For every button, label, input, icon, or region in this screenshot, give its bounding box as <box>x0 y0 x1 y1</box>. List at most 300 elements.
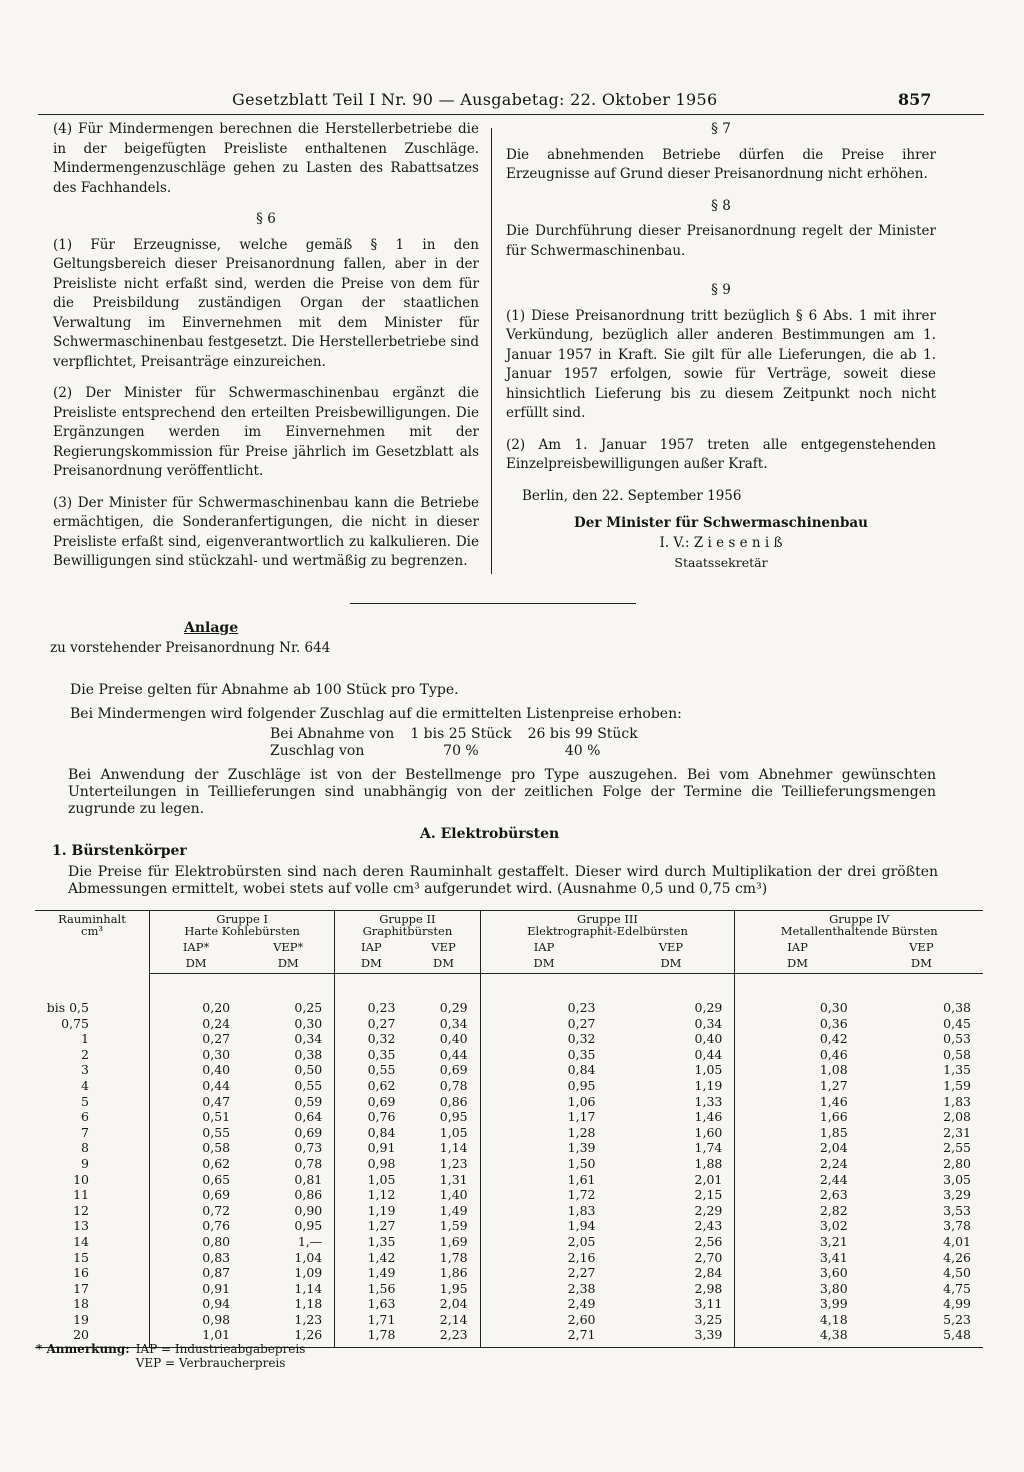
section-8-heading: § 8 <box>711 197 731 214</box>
table-row <box>35 1078 983 1094</box>
price-cell: 2,24 <box>819 1155 848 1171</box>
table-row <box>35 1125 983 1141</box>
price-cell: 3,41 <box>819 1249 848 1265</box>
table-row <box>35 1094 983 1110</box>
price-cell: 0,20 <box>202 1000 231 1015</box>
price-cell: 0,25 <box>242 974 335 1016</box>
subsection-1-heading: 1. Bürstenkörper <box>52 843 187 859</box>
price-cell: 2,16 <box>567 1249 596 1265</box>
price-cell: 0,27 <box>367 1015 396 1031</box>
price-cell: 1,49 <box>407 1203 480 1219</box>
price-cell: 0,44 <box>608 1047 735 1063</box>
price-cell: 5,23 <box>943 1311 971 1327</box>
price-cell: 0,30 <box>242 1016 335 1032</box>
price-cell: 0,78 <box>242 1156 335 1172</box>
paragraph-6-3: (3) Der Minister für Schwermaschinenbau kann die Betriebe ermächtigen, die Sonderanfertigungen, die nicht in dieser Preisliste erfaßt sind, eigenverantwortlich zu kalkulieren. Die Bewilligungen sind stückzahl- und wertmäßig zu begrenzen. <box>53 494 479 569</box>
volume-cell: 7 <box>35 1125 150 1141</box>
price-cell: 3,05 <box>943 1171 971 1187</box>
price-cell: 2,82 <box>819 1202 848 1218</box>
price-cell: 0,29 <box>608 974 735 1016</box>
price-cell: 0,35 <box>367 1046 396 1062</box>
volume-cell: 10 <box>35 1172 150 1188</box>
price-cell: 2,27 <box>567 1265 596 1281</box>
price-cell: 2,56 <box>608 1234 735 1250</box>
price-cell: 4,01 <box>943 1233 971 1249</box>
table-row <box>35 1016 983 1032</box>
price-cell: 2,98 <box>608 1281 735 1297</box>
price-cell: 0,30 <box>819 1000 848 1015</box>
paragraph-5-4: (4) Für Mindermengen berechnen die Herstellerbetriebe die in der beigefügten Preisliste enthaltenen Zuschläge. Mindermengenzuschläge gehen zu Lasten des Rabattsatzes des Fachhandels. <box>53 121 479 196</box>
price-cell: 4,75 <box>943 1280 971 1296</box>
table-unit-row <box>35 955 983 974</box>
price-cell: 1,05 <box>407 1125 480 1141</box>
price-cell: 1,56 <box>367 1280 396 1296</box>
price-cell: 1,— <box>242 1234 335 1250</box>
header-unit: DM <box>335 955 408 974</box>
volume-cell: 9 <box>35 1156 150 1172</box>
table-row <box>35 1281 983 1297</box>
price-cell: 0,27 <box>202 1031 231 1047</box>
price-cell: 2,80 <box>943 1155 971 1171</box>
price-cell: 2,71 <box>480 1327 607 1347</box>
price-cell: 5,48 <box>860 1327 983 1347</box>
table-row <box>35 1156 983 1172</box>
price-cell: 0,80 <box>202 1233 231 1249</box>
price-cell: 1,14 <box>242 1281 335 1297</box>
price-cell: 0,69 <box>242 1125 335 1141</box>
header-group-4 <box>735 911 983 940</box>
price-cell: 0,69 <box>407 1062 480 1078</box>
volume-cell: 12 <box>35 1203 150 1219</box>
volume-cell: 6 <box>35 1109 150 1125</box>
price-cell: 0,36 <box>819 1015 848 1031</box>
group-desc: Graphitbürsten <box>362 924 453 938</box>
price-cell: 1,46 <box>819 1093 848 1109</box>
table-row <box>35 1172 983 1188</box>
anlage-subtitle: zu vorstehender Preisanordnung Nr. 644 <box>50 640 331 656</box>
footnote-line-2: VEP = Verbraucherpreis <box>135 1356 286 1370</box>
price-cell: 1,78 <box>335 1327 408 1347</box>
price-cell: 0,38 <box>943 1000 971 1015</box>
volume-cell: 0,75 <box>35 1016 150 1032</box>
table-row <box>35 1218 983 1234</box>
price-cell: 0,55 <box>202 1124 231 1140</box>
price-table <box>35 910 983 1348</box>
volume-cell: 15 <box>35 1250 150 1266</box>
volume-cell: 8 <box>35 1140 150 1156</box>
price-cell: 0,55 <box>242 1078 335 1094</box>
price-cell: 1,19 <box>608 1078 735 1094</box>
footnote-label: * Anmerkung: <box>36 1342 130 1356</box>
price-cell: 4,26 <box>943 1249 971 1265</box>
price-cell: 1,12 <box>367 1187 396 1203</box>
price-cell: 4,18 <box>819 1311 848 1327</box>
price-cell: 3,53 <box>943 1202 971 1218</box>
volume-cell: 3 <box>35 1062 150 1078</box>
volume-cell: 1 <box>35 1031 150 1047</box>
price-table-body <box>35 974 983 1348</box>
price-cell: 0,40 <box>608 1031 735 1047</box>
price-cell: 1,66 <box>819 1109 848 1125</box>
group-desc: Harte Kohlebürsten <box>184 924 300 938</box>
price-cell: 0,40 <box>407 1031 480 1047</box>
anlage-line-1: Die Preise gelten für Abnahme ab 100 Stück pro Type. <box>70 682 459 698</box>
header-volume-unit: cm³ <box>81 924 103 938</box>
price-cell: 1,72 <box>567 1187 596 1203</box>
price-cell: 0,32 <box>367 1031 396 1047</box>
header-vep: VEP* <box>242 939 335 955</box>
price-cell: 3,29 <box>943 1187 971 1203</box>
left-column <box>53 120 479 584</box>
schedule-cell: 1 bis 25 Stück <box>410 726 512 742</box>
section-7-heading: § 7 <box>711 121 731 137</box>
paragraph-9-1: (1) Diese Preisanordnung tritt bezüglich § 6 Abs. 1 mit ihrer Verkündung, bezüglich aller anderen Bestimmungen am 1. Januar 1957 in Kraft. Sie gilt für alle Lieferungen, die ab 1. Januar 1957 erfolgen, sowie für Verträge, soweit diese hinsichtlich Lieferung bis zu diesem Zeitpunkt noch nicht erfüllt sind. <box>506 307 936 421</box>
price-cell: 1,39 <box>567 1140 596 1156</box>
price-cell: 1,88 <box>608 1156 735 1172</box>
price-cell: 3,02 <box>819 1218 848 1234</box>
price-cell: 0,91 <box>367 1140 396 1156</box>
volume-cell: 11 <box>35 1187 150 1203</box>
header-rule <box>38 114 984 115</box>
price-cell: 0,34 <box>407 1016 480 1032</box>
price-cell: 2,70 <box>608 1250 735 1266</box>
price-cell: 0,84 <box>567 1062 596 1078</box>
header-unit: DM <box>150 955 243 974</box>
price-cell: 1,69 <box>407 1234 480 1250</box>
page-number: 857 <box>898 90 932 109</box>
price-cell: 1,05 <box>367 1171 396 1187</box>
price-cell: 1,35 <box>367 1233 396 1249</box>
section-9-heading: § 9 <box>711 282 731 298</box>
price-cell: 2,01 <box>608 1172 735 1188</box>
price-cell: 0,86 <box>407 1094 480 1110</box>
volume-cell: 18 <box>35 1296 150 1312</box>
surcharge-schedule <box>270 726 654 760</box>
paragraph-8: Die Durchführung dieser Preisanordnung regelt der Minister für Schwermaschinenbau. <box>506 223 936 259</box>
price-cell: 2,05 <box>567 1233 596 1249</box>
price-cell: 0,34 <box>608 1016 735 1032</box>
price-cell: 0,90 <box>242 1203 335 1219</box>
price-cell: 1,83 <box>567 1202 596 1218</box>
header-unit: DM <box>407 955 480 974</box>
header-unit: DM <box>735 955 860 974</box>
price-cell: 0,81 <box>242 1172 335 1188</box>
volume-cell: 14 <box>35 1234 150 1250</box>
price-cell: 3,25 <box>608 1312 735 1328</box>
page-header: Gesetzblatt Teil I Nr. 90 — Ausgabetag: 22. Oktober 1956 <box>232 90 718 109</box>
price-cell: 0,45 <box>943 1015 971 1031</box>
price-cell: 1,74 <box>608 1140 735 1156</box>
price-cell: 1,61 <box>567 1171 596 1187</box>
group-name: Gruppe I <box>216 912 269 926</box>
price-cell: 0,94 <box>202 1296 231 1312</box>
footnote-spacer <box>36 1356 136 1370</box>
anlage-title: Anlage <box>184 620 239 636</box>
price-cell: 0,55 <box>367 1062 396 1078</box>
table-intro: Die Preise für Elektrobürsten sind nach deren Rauminhalt gestaffelt. Dieser wird durch Multiplikation der drei größten Abmessungen ermittelt, wobei stets auf volle cm³ aufgerundet wird. (Ausnahme 0,5 und 0,75 cm³) <box>68 864 938 897</box>
paragraph-6-2: (2) Der Minister für Schwermaschinenbau ergänzt die Preisliste entsprechend den erteilten Preisbewilligungen. Die Ergänzungen werden im Einvernehmen mit der Regierungskommission für Preise jährlich im Gesetzblatt als Preisanordnung veröffentlicht. <box>53 385 479 479</box>
price-cell: 0,23 <box>567 1000 596 1015</box>
price-cell: 3,99 <box>819 1296 848 1312</box>
price-cell: 1,26 <box>242 1327 335 1347</box>
place-date: Berlin, den 22. September 1956 <box>522 487 742 504</box>
price-cell: 3,60 <box>819 1265 848 1281</box>
price-cell: 0,23 <box>367 1000 396 1015</box>
price-cell: 0,44 <box>407 1047 480 1063</box>
price-cell: 1,14 <box>407 1140 480 1156</box>
price-cell: 1,27 <box>367 1218 396 1234</box>
price-cell: 3,39 <box>608 1327 735 1347</box>
price-cell: 1,59 <box>407 1218 480 1234</box>
table-row <box>35 1140 983 1156</box>
price-cell: 0,76 <box>367 1109 396 1125</box>
footnote <box>36 1342 311 1370</box>
header-unit: DM <box>242 955 335 974</box>
price-cell: 1,40 <box>407 1187 480 1203</box>
price-cell: 1,31 <box>407 1172 480 1188</box>
price-cell: 0,42 <box>819 1031 848 1047</box>
price-cell: 2,63 <box>819 1187 848 1203</box>
price-cell: 0,24 <box>202 1015 231 1031</box>
table-row <box>35 1296 983 1312</box>
price-cell: 2,14 <box>407 1312 480 1328</box>
price-cell: 1,94 <box>567 1218 596 1234</box>
price-cell: 0,40 <box>202 1062 231 1078</box>
price-cell: 0,95 <box>567 1077 596 1093</box>
price-cell: 0,98 <box>367 1155 396 1171</box>
table-row <box>35 1250 983 1266</box>
group-desc: Elektrographit-Edelbürsten <box>527 924 688 938</box>
paragraph-6-1: (1) Für Erzeugnisse, welche gemäß § 1 in den Geltungsbereich dieser Preisanordnung fallen, aber in der Preisliste nicht erfaßt sind, werden die Preise von dem für die Preisbildung zuständigen Organ der staatlichen Verwaltung im Einvernehmen mit dem Minister für Schwermaschinenbau festgesetzt. Die Herstellerbetriebe sind verpflichtet, Preisanträge einzureichen. <box>53 236 479 370</box>
price-cell: 2,04 <box>407 1296 480 1312</box>
price-cell: 0,73 <box>242 1140 335 1156</box>
price-cell: 2,23 <box>407 1327 480 1347</box>
price-cell: 0,95 <box>407 1109 480 1125</box>
volume-cell: 2 <box>35 1047 150 1063</box>
price-cell: 2,31 <box>943 1124 971 1140</box>
price-cell: 1,63 <box>367 1296 396 1312</box>
group-desc: Metallenthaltende Bürsten <box>780 924 938 938</box>
price-cell: 0,50 <box>242 1062 335 1078</box>
header-unit: DM <box>860 955 983 974</box>
header-vep: VEP <box>407 939 480 955</box>
price-cell: 1,08 <box>819 1062 848 1078</box>
price-cell: 1,35 <box>943 1062 971 1078</box>
price-cell: 1,86 <box>407 1265 480 1281</box>
header-unit: DM <box>608 955 735 974</box>
header-iap: IAP <box>787 940 808 954</box>
price-cell: 0,34 <box>242 1031 335 1047</box>
volume-cell: 17 <box>35 1281 150 1297</box>
price-cell: 0,65 <box>202 1171 231 1187</box>
price-cell: 3,11 <box>608 1296 735 1312</box>
table-row <box>35 1312 983 1328</box>
price-cell: 4,50 <box>943 1265 971 1281</box>
price-cell: 2,08 <box>943 1109 971 1125</box>
price-cell: 2,60 <box>567 1311 596 1327</box>
column-divider <box>491 128 492 574</box>
price-cell: 0,72 <box>202 1202 231 1218</box>
price-cell: 2,43 <box>608 1218 735 1234</box>
price-cell: 2,04 <box>819 1140 848 1156</box>
price-cell: 1,59 <box>943 1077 971 1093</box>
price-cell: 0,83 <box>202 1249 231 1265</box>
volume-cell: 13 <box>35 1218 150 1234</box>
application-paragraph: Bei Anwendung der Zuschläge ist von der Bestellmenge pro Type auszugehen. Bei vom Abnehmer gewünschten Unterteilungen in Teillieferungen sind unabhängig von der zeitlichen Folge der Termine die Teillieferungsmengen zugrunde zu legen. <box>68 767 936 817</box>
footnote-row <box>36 1342 311 1356</box>
header-vep: VEP <box>909 940 934 954</box>
right-column <box>506 120 936 573</box>
price-cell: 1,27 <box>819 1077 848 1093</box>
price-cell: 0,30 <box>202 1046 231 1062</box>
footnote-row <box>36 1356 311 1370</box>
price-cell: 1,95 <box>407 1281 480 1297</box>
price-cell: 0,51 <box>202 1109 231 1125</box>
signatory: I. V.: Z i e s e n i ß <box>659 534 783 551</box>
schedule-cell: 26 bis 99 Stück <box>527 726 638 742</box>
price-cell: 1,60 <box>608 1125 735 1141</box>
group-name: Gruppe IV <box>829 912 890 926</box>
header-group-1 <box>150 911 335 940</box>
price-cell: 0,35 <box>567 1046 596 1062</box>
price-cell: 1,49 <box>367 1265 396 1281</box>
table-row <box>35 1187 983 1203</box>
anlage-line-2: Bei Mindermengen wird folgender Zuschlag auf die ermittelten Listenpreise erhoben: <box>70 706 682 722</box>
price-cell: 1,71 <box>367 1311 396 1327</box>
price-cell: 0,38 <box>242 1047 335 1063</box>
price-cell: 1,50 <box>567 1155 596 1171</box>
price-cell: 1,01 <box>150 1327 243 1347</box>
price-cell: 2,44 <box>819 1171 848 1187</box>
table-row <box>35 1234 983 1250</box>
price-cell: 1,18 <box>242 1296 335 1312</box>
price-cell: 0,64 <box>242 1109 335 1125</box>
header-group-2 <box>335 911 480 940</box>
header-volume <box>35 911 150 974</box>
price-cell: 0,27 <box>567 1015 596 1031</box>
price-cell: 4,38 <box>735 1327 860 1347</box>
price-cell: 1,17 <box>567 1109 596 1125</box>
price-cell: 2,55 <box>943 1140 971 1156</box>
price-cell: 1,23 <box>407 1156 480 1172</box>
price-cell: 1,05 <box>608 1062 735 1078</box>
price-cell: 1,85 <box>819 1124 848 1140</box>
price-cell: 0,69 <box>202 1187 231 1203</box>
price-cell: 0,84 <box>367 1124 396 1140</box>
header-iap: IAP* <box>182 940 210 954</box>
schedule-cell: Zuschlag von <box>270 743 365 759</box>
price-cell: 1,06 <box>567 1093 596 1109</box>
table-row <box>35 974 983 1016</box>
price-cell: 0,95 <box>242 1218 335 1234</box>
table-subheader-row <box>35 939 983 955</box>
price-cell: 0,58 <box>943 1046 971 1062</box>
signatory-role: Staatssekretär <box>674 555 768 570</box>
price-cell: 1,09 <box>242 1265 335 1281</box>
price-cell: 0,78 <box>407 1078 480 1094</box>
price-cell: 2,29 <box>608 1203 735 1219</box>
header-vep: VEP <box>608 939 735 955</box>
price-cell: 0,62 <box>367 1077 396 1093</box>
group-name: Gruppe III <box>577 912 638 926</box>
schedule-cell: 70 % <box>443 743 479 759</box>
schedule-cell: 40 % <box>564 743 601 759</box>
price-cell: 0,69 <box>367 1093 396 1109</box>
volume-cell: 19 <box>35 1312 150 1328</box>
price-cell: 4,99 <box>943 1296 971 1312</box>
price-cell: 2,49 <box>567 1296 596 1312</box>
section-separator <box>350 603 636 604</box>
price-cell: 0,98 <box>202 1311 231 1327</box>
price-cell: 0,47 <box>202 1093 231 1109</box>
price-cell: 0,86 <box>242 1187 335 1203</box>
header-iap: IAP <box>533 940 555 954</box>
price-cell: 1,83 <box>943 1093 971 1109</box>
table-row <box>35 1062 983 1078</box>
price-cell: 2,84 <box>608 1265 735 1281</box>
price-cell: 3,78 <box>943 1218 971 1234</box>
paragraph-9-2: (2) Am 1. Januar 1957 treten alle entgegenstehenden Einzelpreisbewilligungen außer Kraft. <box>506 436 936 472</box>
header-group-3 <box>480 911 735 940</box>
schedule-cell: Bei Abnahme von <box>270 726 395 742</box>
price-cell: 1,23 <box>242 1312 335 1328</box>
footnote-line-1: IAP = Industrieabgabepreis <box>135 1342 306 1356</box>
price-table-container <box>35 910 983 1348</box>
price-cell: 0,58 <box>202 1140 231 1156</box>
price-cell: 2,15 <box>608 1187 735 1203</box>
table-header-row <box>35 911 983 940</box>
price-cell: 0,46 <box>819 1046 848 1062</box>
price-cell: 0,76 <box>202 1218 231 1234</box>
price-cell: 0,91 <box>202 1280 231 1296</box>
price-cell: 0,87 <box>202 1265 231 1281</box>
volume-cell: 16 <box>35 1265 150 1281</box>
header-unit: DM <box>480 955 607 974</box>
volume-cell: 4 <box>35 1078 150 1094</box>
table-row <box>35 1109 983 1125</box>
volume-cell: bis 0,5 <box>35 974 150 1016</box>
schedule-row <box>270 743 654 760</box>
price-cell: 1,42 <box>367 1249 396 1265</box>
price-cell: 3,80 <box>819 1280 848 1296</box>
volume-cell: 5 <box>35 1094 150 1110</box>
price-cell: 3,21 <box>819 1233 848 1249</box>
table-row <box>35 1203 983 1219</box>
price-cell: 0,53 <box>943 1031 971 1047</box>
table-row <box>35 1265 983 1281</box>
price-cell: 1,04 <box>242 1250 335 1266</box>
section-a-heading: A. Elektrobürsten <box>420 826 560 842</box>
price-cell: 1,28 <box>567 1124 596 1140</box>
price-cell: 1,19 <box>367 1202 396 1218</box>
price-cell: 1,78 <box>407 1250 480 1266</box>
price-cell: 0,44 <box>202 1077 231 1093</box>
header-volume-label: Rauminhalt <box>58 912 126 926</box>
section-6-heading: § 6 <box>256 211 276 227</box>
price-cell: 1,33 <box>608 1094 735 1110</box>
price-cell: 2,38 <box>567 1280 596 1296</box>
price-cell: 1,46 <box>608 1109 735 1125</box>
price-cell: 0,29 <box>407 974 480 1016</box>
table-row <box>35 1031 983 1047</box>
price-cell: 0,62 <box>202 1155 231 1171</box>
volume-cell: 20 <box>35 1327 150 1347</box>
header-iap: IAP <box>361 940 382 954</box>
table-row <box>35 1047 983 1063</box>
price-cell: 0,59 <box>242 1094 335 1110</box>
price-cell: 0,32 <box>567 1031 596 1047</box>
group-name: Gruppe II <box>379 912 436 926</box>
